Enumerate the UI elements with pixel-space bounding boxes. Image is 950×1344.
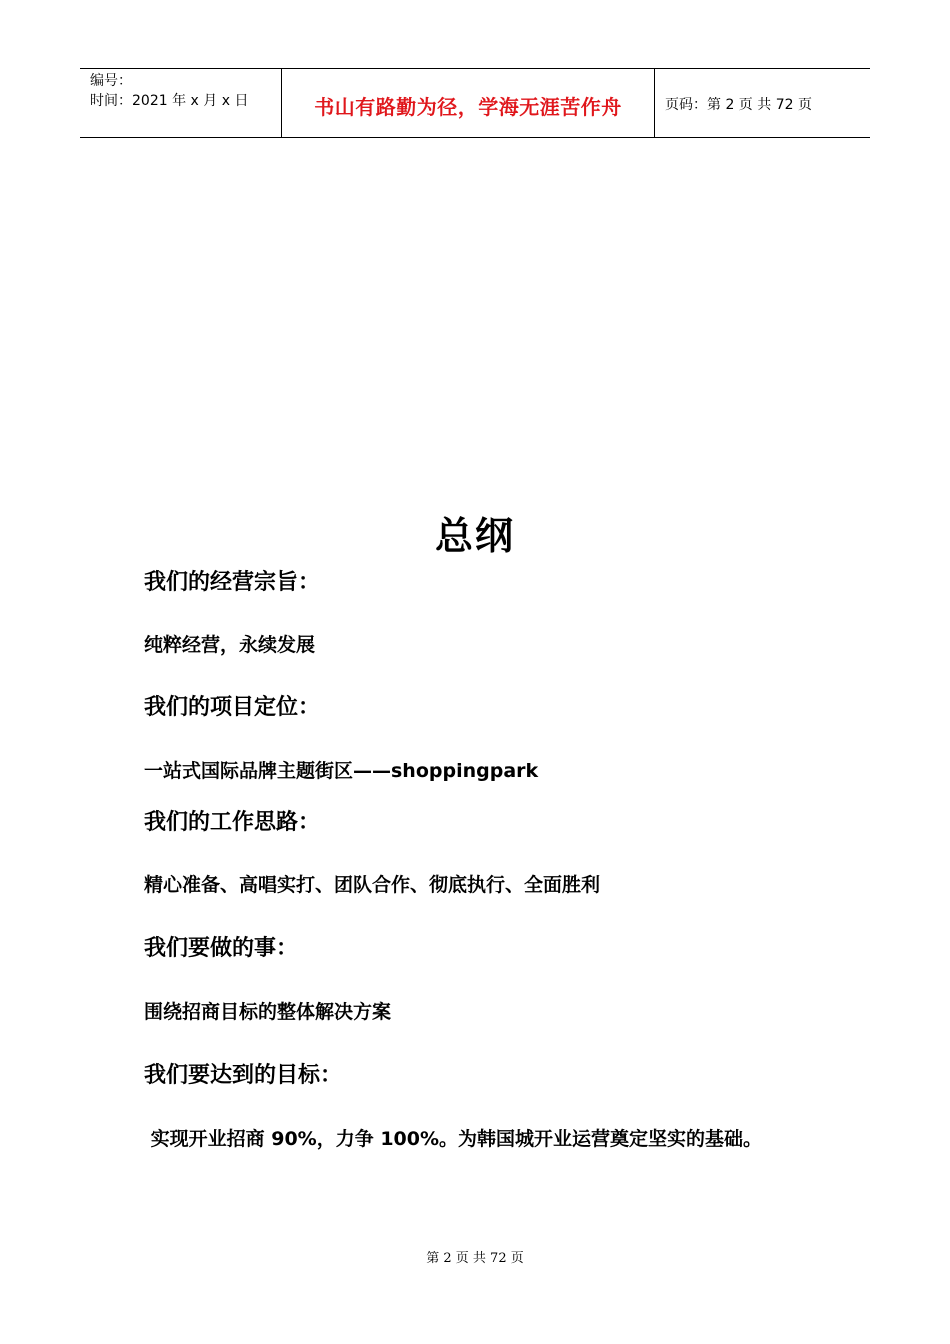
section-heading-positioning: 我们的项目定位： [144,695,321,720]
section-content-tasks: 围绕招商目标的整体解决方案 [144,1001,392,1023]
header-right-cell [655,69,870,137]
section-heading-tasks: 我们要做的事： [144,936,299,961]
section-heading-goal: 我们要达到的目标： [144,1063,343,1088]
section-content-approach: 精心准备、高唱实打、团队合作、彻底执行、全面胜利 [144,874,601,896]
motto: 书山有路勤为径，学海无涯苦作舟 [314,95,622,119]
header-table [80,68,870,138]
time-label: 时间：2021 年 x 月 x 日 [90,93,249,109]
number-label: 编号： [90,73,132,89]
section-content-purpose: 纯粹经营，永续发展 [144,634,316,656]
page-footer: 第 2 页 共 72 页 [426,1251,524,1266]
section-heading-purpose: 我们的经营宗旨： [144,570,321,595]
header-middle-cell [282,69,655,137]
section-heading-approach: 我们的工作思路： [144,810,321,835]
page-title: 总纲 [434,514,515,558]
page-info: 页码：第 2 页 共 72 页 [665,97,812,113]
section-content-goal: 实现开业招商 90%，力争 100%。为韩国城开业运营奠定坚实的基础。 [144,1128,763,1150]
header-left-cell [80,69,282,137]
section-content-positioning: 一站式国际品牌主题街区——shoppingpark [144,760,539,782]
